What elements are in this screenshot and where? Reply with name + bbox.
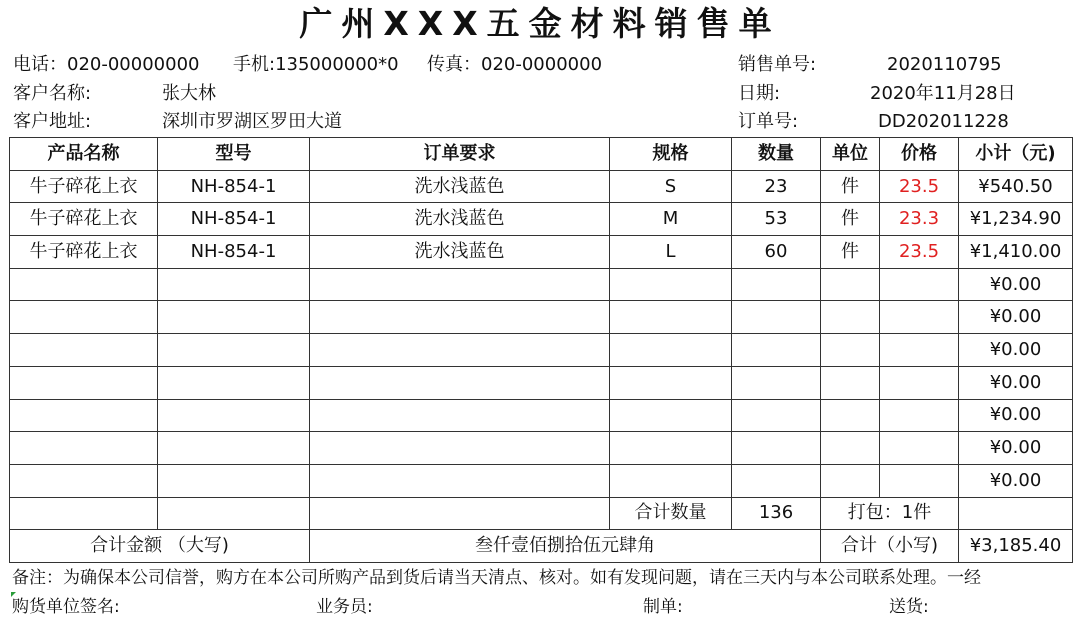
table-row [10,268,1073,301]
unit-cell: 件 [821,203,880,236]
price-cell: 23.5 [880,236,959,269]
table-row [10,301,1073,334]
subtotal-cell: ¥1,234.90 [959,203,1073,236]
table-row [10,236,1073,269]
total-small-value: ¥3,185.40 [959,530,1073,563]
unit-cell [821,334,880,367]
unit-cell [821,464,880,497]
order-table [9,137,1073,563]
size-cell [610,301,732,334]
product-name-cell [10,301,158,334]
size-cell: L [610,236,732,269]
unit-cell [821,399,880,432]
product-name-cell: 牛子碎花上衣 [10,170,158,203]
size-cell [610,334,732,367]
column-header: 产品名称 [10,138,158,171]
price-cell [880,268,959,301]
table-row [10,366,1073,399]
total-amount-words: 叁仟壹佰捌拾伍元肆角 [310,530,821,563]
maker-label: 制单: [643,597,683,617]
empty-cell [10,497,158,530]
requirement-cell [310,432,610,465]
unit-cell [821,268,880,301]
model-cell [158,301,310,334]
column-header: 订单要求 [310,138,610,171]
unit-cell: 件 [821,236,880,269]
price-cell [880,366,959,399]
price-cell [880,334,959,367]
qty-cell [732,334,821,367]
product-name-cell: 牛子碎花上衣 [10,236,158,269]
requirement-cell [310,399,610,432]
product-name-cell: 牛子碎花上衣 [10,203,158,236]
qty-cell: 60 [732,236,821,269]
empty-cell [158,497,310,530]
size-cell [610,432,732,465]
subtotal-cell: ¥0.00 [959,432,1073,465]
requirement-cell: 洗水浅蓝色 [310,203,610,236]
order-no-label: 订单号: [738,111,799,132]
table-row [10,334,1073,367]
document-title: 广州XXX五金材料销售单 [299,4,781,43]
table-header-row [10,138,1073,171]
price-cell [880,432,959,465]
model-cell: NH-854-1 [158,170,310,203]
phone-text: 电话：020-00000000 [13,54,200,75]
qty-cell [732,268,821,301]
date-label: 日期: [738,83,781,104]
subtotal-cell: ¥0.00 [959,399,1073,432]
model-cell [158,432,310,465]
subtotal-cell: ¥540.50 [959,170,1073,203]
model-cell [158,399,310,432]
subtotal-cell: ¥0.00 [959,464,1073,497]
model-cell [158,464,310,497]
total-qty-label: 合计数量 [610,497,732,530]
product-name-cell [10,268,158,301]
fax-text: 传真：020-0000000 [427,54,603,75]
size-cell: S [610,170,732,203]
size-cell: M [610,203,732,236]
subtotal-cell: ¥0.00 [959,301,1073,334]
total-qty-value: 136 [732,497,821,530]
requirement-cell: 洗水浅蓝色 [310,236,610,269]
delivery-label: 送货: [889,597,929,617]
unit-cell [821,366,880,399]
packing-text: 打包：1件 [821,497,959,530]
price-cell [880,301,959,334]
customer-address-label: 客户地址: [13,111,92,132]
model-cell [158,366,310,399]
column-header: 数量 [732,138,821,171]
buyer-sign-label: 购货单位签名: [12,597,120,617]
column-header: 单位 [821,138,880,171]
column-header: 规格 [610,138,732,171]
product-name-cell [10,366,158,399]
requirement-cell [310,268,610,301]
grand-total-row [10,530,1073,563]
note-text: 备注：为确保本公司信誉，购方在本公司所购产品到货后请当天清点、核对。如有发现问题，请在三天内与本公司联系处理。一经 [12,568,981,588]
table-row [10,464,1073,497]
product-name-cell [10,399,158,432]
column-header: 价格 [880,138,959,171]
empty-cell [959,497,1073,530]
subtotal-cell: ¥1,410.00 [959,236,1073,269]
customer-name-label: 客户名称: [13,83,92,104]
qty-cell [732,301,821,334]
subtotal-cell: ¥0.00 [959,334,1073,367]
date-value: 2020年11月28日 [870,83,1016,104]
sales-no-value: 2020110795 [887,54,1002,75]
mobile-text: 手机:135000000*0 [233,54,399,75]
column-header: 型号 [158,138,310,171]
qty-cell [732,366,821,399]
unit-cell [821,301,880,334]
requirement-cell [310,366,610,399]
subtotal-cell: ¥0.00 [959,268,1073,301]
table-row [10,399,1073,432]
model-cell [158,268,310,301]
product-name-cell [10,432,158,465]
requirement-cell [310,464,610,497]
size-cell [610,366,732,399]
total-amount-words-label: 合计金额 （大写) [10,530,310,563]
requirement-cell [310,334,610,367]
unit-cell [821,432,880,465]
table-row [10,170,1073,203]
salesman-label: 业务员: [316,597,373,617]
model-cell [158,334,310,367]
requirement-cell: 洗水浅蓝色 [310,170,610,203]
price-cell: 23.5 [880,170,959,203]
size-cell [610,464,732,497]
qty-cell [732,464,821,497]
total-small-label: 合计（小写) [821,530,959,563]
qty-cell: 23 [732,170,821,203]
price-cell [880,464,959,497]
qty-cell [732,432,821,465]
model-cell: NH-854-1 [158,203,310,236]
table-row [10,432,1073,465]
product-name-cell [10,334,158,367]
customer-address-value: 深圳市罗湖区罗田大道 [162,111,342,132]
unit-cell: 件 [821,170,880,203]
requirement-cell [310,301,610,334]
qty-cell: 53 [732,203,821,236]
totals-row [10,497,1073,530]
size-cell [610,399,732,432]
subtotal-cell: ¥0.00 [959,366,1073,399]
column-header: 小计（元) [959,138,1073,171]
customer-name-value: 张大林 [162,83,216,104]
qty-cell [732,399,821,432]
product-name-cell [10,464,158,497]
price-cell: 23.3 [880,203,959,236]
size-cell [610,268,732,301]
order-no-value: DD202011228 [878,111,1009,132]
table-row [10,203,1073,236]
empty-cell [310,497,610,530]
sales-no-label: 销售单号: [738,54,817,75]
price-cell [880,399,959,432]
model-cell: NH-854-1 [158,236,310,269]
